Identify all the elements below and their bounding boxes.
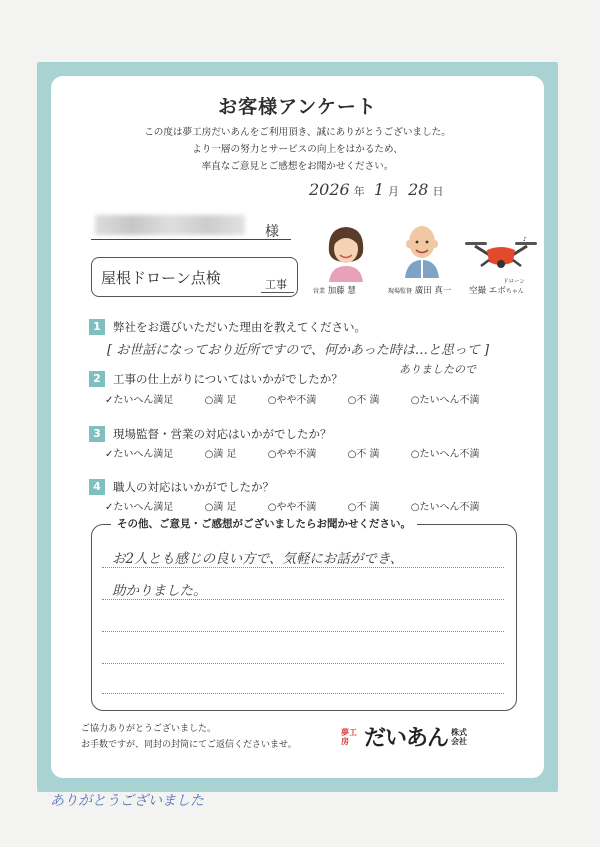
comment-heading: その他、ご意見・ご感想がございましたらお聞かせください。	[111, 516, 417, 531]
comment-ruled-line	[102, 567, 504, 568]
reason-answer[interactable]: [ お世話になっており近所ですので、何かあった時は…と思って ]	[107, 343, 490, 358]
footer-thanks-line: ご協力ありがとうございました。	[81, 724, 217, 734]
staff-name: 加藤 慧	[327, 286, 356, 296]
rating-option[interactable]: ○たいへん不満	[411, 391, 494, 406]
rating-options-q3[interactable]	[105, 445, 507, 460]
logo-corp-text: 株式会社	[451, 727, 468, 746]
drone-icon	[461, 236, 541, 276]
option-label: 不 満	[356, 395, 380, 406]
staff-name: 廣田 真一	[414, 286, 452, 296]
reason-answer-note: ありましたので	[399, 363, 476, 376]
work-type-value: 屋根ドローン点検	[101, 269, 221, 287]
year-label: 年	[353, 185, 365, 198]
handwritten-thanks-note: ありがとうございました	[50, 793, 204, 809]
company-logo	[341, 721, 473, 752]
rating-options-q4[interactable]	[105, 498, 507, 513]
question-number: 4	[89, 479, 105, 495]
staff-role: 現場監督	[388, 288, 413, 295]
work-suffix-label: 工事	[265, 278, 287, 291]
work-suffix-underline	[261, 292, 294, 293]
rating-option[interactable]: ○満 足	[205, 391, 251, 406]
question-number: 1	[89, 319, 105, 335]
staff-name: エボ	[488, 286, 506, 296]
question-text: 工事の仕上がりについてはいかがでしたか？	[113, 372, 343, 386]
question-number: 2	[89, 371, 105, 387]
day-label: 日	[432, 185, 444, 198]
option-label: 不 満	[356, 502, 380, 513]
rating-option[interactable]: ○たいへん不満	[411, 498, 494, 513]
comment-ruled-line	[102, 631, 504, 632]
logo-main-text: だいあん	[364, 726, 449, 751]
question-text: 弊社をお選びいただいた理由を教えてください。	[113, 320, 366, 334]
date-field[interactable]	[309, 180, 539, 199]
comment-ruled-line	[102, 693, 504, 694]
survey-title: お客様アンケート	[218, 96, 377, 118]
staff-name-suffix: ちゃん	[505, 288, 524, 295]
footer-thanks	[81, 721, 297, 753]
survey-sheet	[51, 76, 544, 778]
option-label: たいへん満足	[113, 502, 174, 513]
rating-option[interactable]: ○満 足	[205, 445, 251, 460]
svg-text:♪: ♪	[523, 236, 527, 243]
intro-line: 率直なご意見とご感想をお聞かせください。	[201, 161, 394, 172]
comment-text-line: お2人とも感じの良い方で、気軽にお話ができ、	[112, 551, 404, 567]
logo-small-mark: 夢工房	[341, 727, 357, 746]
option-label: やや不満	[276, 395, 317, 406]
check-icon: ✓	[105, 395, 114, 406]
comment-ruled-line	[102, 663, 504, 664]
rating-option[interactable]: ○やや不満	[268, 391, 331, 406]
rating-option-selected[interactable]	[105, 498, 187, 513]
option-label: たいへん不満	[419, 449, 480, 460]
rating-option[interactable]: ○たいへん不満	[411, 445, 494, 460]
option-label: 不 満	[356, 449, 380, 460]
rating-option-selected[interactable]	[105, 445, 187, 460]
question-number: 3	[89, 426, 105, 442]
date-month: 1	[373, 180, 384, 199]
question-text: 現場監督・営業の対応はいかがでしたか？	[113, 427, 332, 441]
rating-option[interactable]: ○やや不満	[268, 498, 331, 513]
sales-staff-caption	[313, 284, 356, 296]
intro-line: この度は夢工房だいあんをご利用頂き、誠にありがとうございました。	[144, 127, 451, 138]
reason-answer-text: お世話になっており近所ですので、何かあった時は…と思って	[116, 343, 480, 358]
honorific-label: 様	[265, 224, 279, 240]
rating-option[interactable]: ○不 満	[348, 445, 394, 460]
staff-role: 営業	[313, 288, 326, 295]
rating-options-q2[interactable]	[105, 391, 507, 406]
drone-caption	[469, 284, 524, 296]
site-supervisor-portrait-icon	[399, 218, 445, 278]
rating-option[interactable]: ○満 足	[205, 498, 251, 513]
sales-staff-portrait-icon	[323, 222, 369, 282]
intro-line: より一層の努力とサービスの向上をはかるため、	[192, 144, 403, 155]
staff-role: 空撮	[469, 286, 487, 296]
supervisor-caption	[388, 284, 451, 296]
drone-name-ruby: ドローン	[503, 279, 525, 285]
month-label: 月	[388, 185, 399, 198]
check-icon: ✓	[105, 449, 114, 460]
customer-name-redacted	[95, 215, 245, 235]
option-label: やや不満	[276, 449, 317, 460]
option-label: たいへん不満	[419, 395, 480, 406]
option-label: 満 足	[213, 502, 237, 513]
check-icon: ✓	[105, 502, 114, 513]
option-label: たいへん満足	[113, 449, 174, 460]
rating-option[interactable]: ○不 満	[348, 391, 394, 406]
option-label: やや不満	[276, 502, 317, 513]
option-label: 満 足	[213, 395, 237, 406]
option-label: たいへん満足	[113, 395, 174, 406]
date-year: 2026	[309, 180, 350, 199]
comment-ruled-line	[102, 599, 504, 600]
comment-box[interactable]	[91, 524, 517, 711]
comment-text-line: 助かりました。	[112, 583, 207, 599]
question-text: 職人の対応はいかがでしたか？	[113, 480, 274, 494]
date-day: 28	[408, 180, 429, 199]
footer-thanks-line: お手数ですが、同封の封筒にてご返信くださいませ。	[81, 740, 297, 750]
option-label: たいへん不満	[419, 502, 480, 513]
rating-option[interactable]: ○やや不満	[268, 445, 331, 460]
option-label: 満 足	[213, 449, 237, 460]
customer-name-underline	[91, 239, 291, 240]
rating-option[interactable]: ○不 満	[348, 498, 394, 513]
rating-option-selected[interactable]	[105, 391, 187, 406]
intro-text	[51, 124, 544, 175]
